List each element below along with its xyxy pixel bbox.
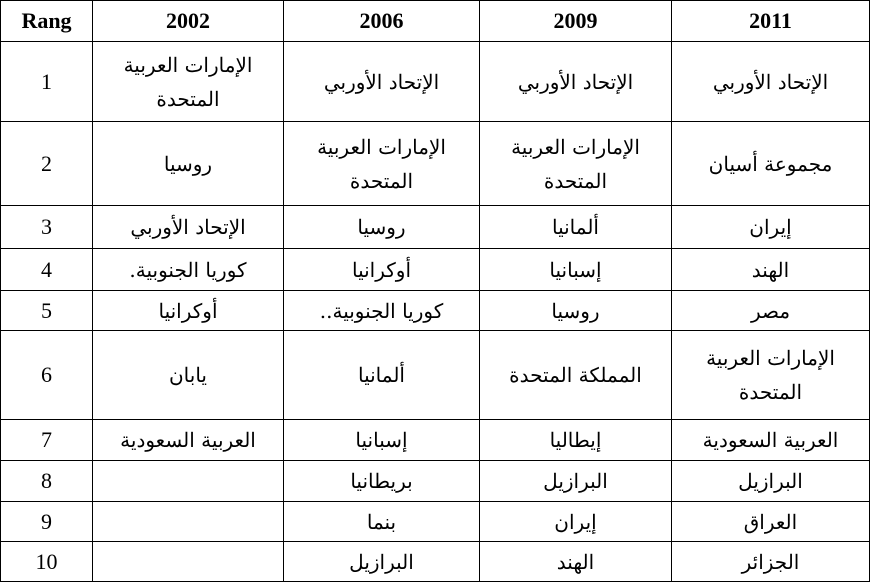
table-row (1, 249, 870, 291)
rank-cell: 6 (1, 331, 93, 420)
cell-2011: البرازيل (672, 461, 870, 502)
cell-2011: الإتحاد الأوربي (672, 42, 870, 122)
cell-2009: ألمانيا (480, 206, 672, 249)
cell-2002 (93, 461, 284, 502)
header-2002: 2002 (93, 1, 284, 42)
table-row (1, 122, 870, 206)
cell-2002: العربية السعودية (93, 420, 284, 461)
rank-cell: 9 (1, 502, 93, 542)
cell-2006: كوريا الجنوبية.. (284, 291, 480, 331)
cell-2002: الإتحاد الأوربي (93, 206, 284, 249)
table-row (1, 291, 870, 331)
cell-2009: روسيا (480, 291, 672, 331)
rank-cell: 2 (1, 122, 93, 206)
cell-2006: أوكرانيا (284, 249, 480, 291)
cell-2011: الإمارات العربية المتحدة (672, 331, 870, 420)
rank-cell: 4 (1, 249, 93, 291)
cell-2002 (93, 542, 284, 582)
rank-cell: 5 (1, 291, 93, 331)
cell-2006: بنما (284, 502, 480, 542)
cell-2002: يابان (93, 331, 284, 420)
cell-2006: إسبانيا (284, 420, 480, 461)
cell-2009: إيران (480, 502, 672, 542)
table-row (1, 331, 870, 420)
rank-cell: 3 (1, 206, 93, 249)
table-row (1, 42, 870, 122)
cell-2009: الإتحاد الأوربي (480, 42, 672, 122)
cell-2009: الإمارات العربية المتحدة (480, 122, 672, 206)
cell-2011: الهند (672, 249, 870, 291)
cell-2011: العراق (672, 502, 870, 542)
cell-2009: إيطاليا (480, 420, 672, 461)
cell-2006: الإتحاد الأوربي (284, 42, 480, 122)
header-2009: 2009 (480, 1, 672, 42)
rank-cell: 10 (1, 542, 93, 582)
table-row (1, 206, 870, 249)
cell-2009: إسبانيا (480, 249, 672, 291)
cell-2009: المملكة المتحدة (480, 331, 672, 420)
cell-2006: روسيا (284, 206, 480, 249)
cell-2002 (93, 502, 284, 542)
table-row (1, 420, 870, 461)
cell-2011: إيران (672, 206, 870, 249)
cell-2009: الهند (480, 542, 672, 582)
cell-2002: كوريا الجنوبية. (93, 249, 284, 291)
cell-2002: روسيا (93, 122, 284, 206)
cell-2006: ألمانيا (284, 331, 480, 420)
cell-2011: العربية السعودية (672, 420, 870, 461)
rank-cell: 7 (1, 420, 93, 461)
header-row (1, 1, 870, 42)
cell-2002: الإمارات العربية المتحدة (93, 42, 284, 122)
cell-2006: بريطانيا (284, 461, 480, 502)
header-2011: 2011 (672, 1, 870, 42)
table-row (1, 461, 870, 502)
cell-2011: مجموعة أسيان (672, 122, 870, 206)
cell-2006: البرازيل (284, 542, 480, 582)
cell-2006: الإمارات العربية المتحدة (284, 122, 480, 206)
header-rang: Rang (1, 1, 93, 42)
table-row (1, 542, 870, 582)
cell-2011: الجزائر (672, 542, 870, 582)
header-2006: 2006 (284, 1, 480, 42)
cell-2002: أوكرانيا (93, 291, 284, 331)
table-row (1, 502, 870, 542)
cell-2009: البرازيل (480, 461, 672, 502)
rank-cell: 8 (1, 461, 93, 502)
cell-2011: مصر (672, 291, 870, 331)
rank-cell: 1 (1, 42, 93, 122)
